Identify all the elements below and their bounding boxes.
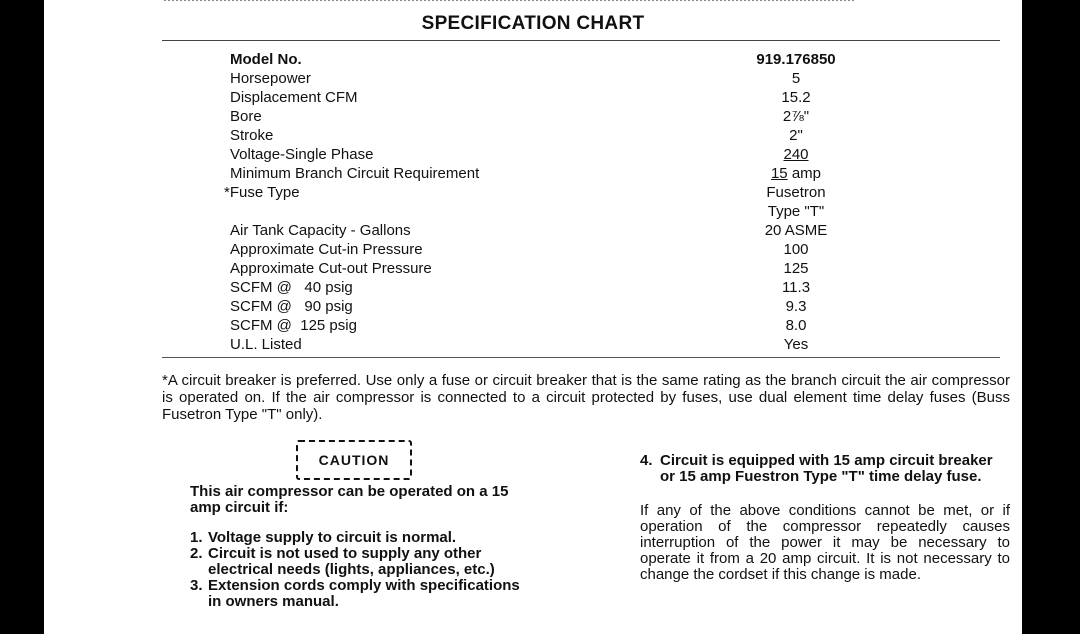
top-dotted-rule (164, 0, 854, 4)
condition-number: 1. (190, 529, 203, 546)
spec-label: Voltage-Single Phase (230, 146, 374, 163)
page-title: SPECIFICATION CHART (421, 13, 645, 34)
spec-label: Horsepower (230, 70, 311, 87)
spec-value: 20 ASME (764, 222, 828, 239)
condition-text: Voltage supply to circuit is normal. (208, 529, 457, 546)
spec-row-branch-circuit (44, 164, 1022, 183)
caution-conditions (190, 484, 530, 610)
spec-label: Stroke (230, 127, 274, 144)
condition-number: 2. (190, 545, 203, 562)
spec-row-ul-listed (44, 335, 1022, 354)
spec-row-displacement (44, 88, 1022, 107)
spec-value (732, 183, 860, 221)
spec-row-horsepower (44, 69, 1022, 88)
spec-label: Bore (230, 108, 262, 125)
caution-box (296, 440, 412, 480)
condition-item (190, 530, 530, 546)
spec-row-scfm-125 (44, 316, 1022, 335)
spec-label: Model No. (230, 51, 302, 68)
condition-text: Circuit is not used to supply any other electrical needs (lights, appliances, etc.) (208, 545, 495, 578)
spec-label: SCFM @ 125 psig (230, 317, 357, 334)
spec-value: 100 (783, 241, 809, 258)
spec-value: 125 (783, 260, 809, 277)
caution-continued (640, 453, 1010, 583)
spec-label: *Fuse Type (224, 184, 300, 201)
spec-row-fuse-type (44, 183, 1022, 221)
divider-bottom (162, 357, 1000, 358)
caution-note: If any of the above conditions cannot be met, or if operation of the compressor repeatedly causes interruption of the power it may be necessary to operate it from a 20 amp circuit. It is not necessary to change the cordset if this change is made. (640, 502, 1010, 583)
condition-text: Circuit is equipped with 15 amp circuit breaker or 15 amp Fuestron Type "T" time delay fuse. (660, 452, 993, 485)
spec-label: Air Tank Capacity - Gallons (230, 222, 411, 239)
spec-value: 11.3 (781, 279, 811, 296)
condition-text: Extension cords comply with specifications in owners manual. (208, 577, 520, 610)
spec-value (732, 164, 860, 183)
spec-label: Approximate Cut-in Pressure (230, 241, 423, 258)
document-page (44, 0, 1022, 634)
spec-row-scfm-40 (44, 278, 1022, 297)
spec-row-cut-out (44, 259, 1022, 278)
spec-row-cut-in (44, 240, 1022, 259)
fuse-footnote: *A circuit breaker is preferred. Use only a fuse or circuit breaker that is the same rating as the branch circuit the air compressor is operated on. If the air compressor is connected to a circuit protected by fuses, use dual element time delay fuses (Buss Fusetron Type "T" only). (162, 372, 1010, 423)
condition-item (190, 578, 530, 610)
spec-value-number: 15 (770, 165, 788, 182)
spec-value: Yes (783, 336, 809, 353)
spec-label: Minimum Branch Circuit Requirement (230, 165, 480, 182)
spec-value (732, 145, 860, 164)
spec-row-voltage (44, 145, 1022, 164)
condition-number: 4. (640, 452, 653, 469)
spec-value-line1: Fusetron (766, 184, 826, 201)
spec-row-scfm-90 (44, 297, 1022, 316)
caution-label: CAUTION (318, 452, 390, 468)
spec-label: U.L. Listed (230, 336, 302, 353)
spec-value: 15.2 (781, 89, 811, 106)
spec-value: 919.176850 (756, 51, 836, 68)
condition-item (190, 546, 530, 578)
spec-label: SCFM @ 40 psig (230, 279, 353, 296)
spec-table (44, 50, 1022, 354)
divider-top (162, 40, 1000, 41)
spec-label: Approximate Cut-out Pressure (230, 260, 432, 277)
spec-value: 2⅞" (782, 108, 810, 125)
spec-row-model (44, 50, 1022, 69)
spec-label: SCFM @ 90 psig (230, 298, 353, 315)
spec-value-underlined: 240 (783, 146, 809, 163)
spec-value-line2: Type "T" (767, 203, 825, 220)
condition-item (640, 453, 1010, 485)
caution-intro: This air compressor can be operated on a 15 amp circuit if: (190, 483, 509, 516)
spec-row-stroke (44, 126, 1022, 145)
spec-value: 5 (791, 70, 801, 87)
spec-row-bore (44, 107, 1022, 126)
spec-label: Displacement CFM (230, 89, 358, 106)
spec-value: 9.3 (785, 298, 807, 315)
spec-value-unit: amp (787, 165, 822, 182)
spec-row-tank (44, 221, 1022, 240)
condition-number: 3. (190, 577, 203, 594)
spec-value: 8.0 (785, 317, 807, 334)
spec-value: 2" (789, 127, 803, 144)
